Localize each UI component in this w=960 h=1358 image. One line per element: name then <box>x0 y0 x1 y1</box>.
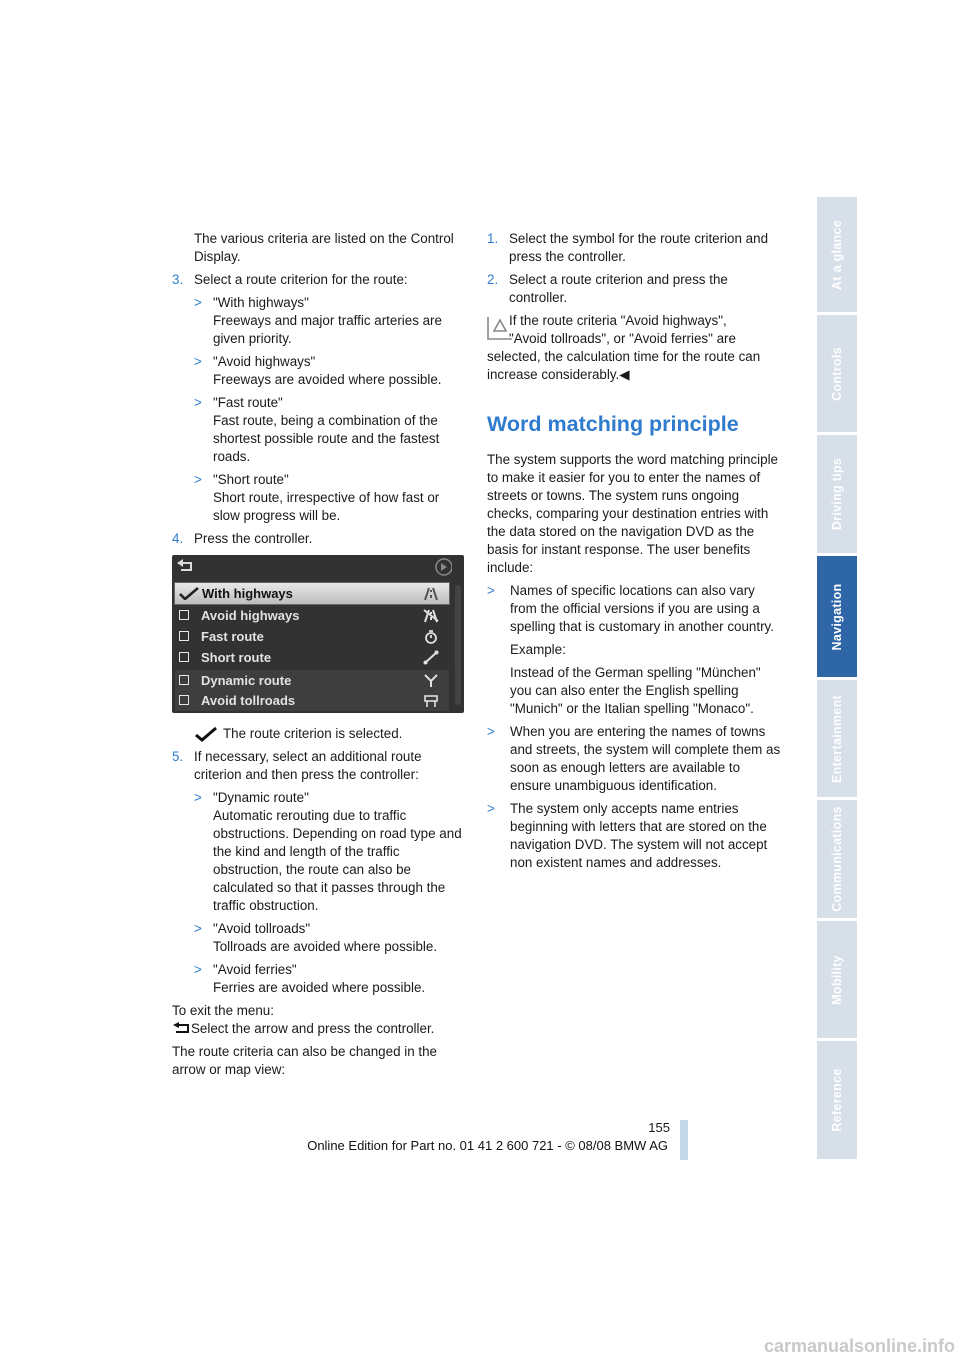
bullet-marker: > <box>194 921 202 936</box>
closing-text: The route criteria can also be changed in the arrow or map view: <box>172 1044 438 1077</box>
stopwatch-icon <box>423 629 439 644</box>
scrollbar[interactable] <box>455 585 461 705</box>
tab-mobility[interactable] <box>817 921 857 1038</box>
step-2 <box>487 271 781 307</box>
watermark: carmanualsonline.info <box>763 1336 955 1356</box>
step-number: 5. <box>172 749 184 764</box>
criterion-title: "Avoid tollroads" <box>213 921 311 936</box>
back-arrow-icon <box>172 1022 191 1034</box>
note-text <box>487 348 781 384</box>
criterion-title: "Avoid ferries" <box>213 962 297 977</box>
control-display-screenshot <box>172 555 464 713</box>
tab-label: Communications <box>830 806 844 912</box>
end-mark: ◀ <box>619 367 630 382</box>
footer-text: Online Edition for Part no. 01 41 2 600 721 - © 08/08 BMW AG <box>307 1138 668 1153</box>
tab-driving-tips[interactable] <box>817 435 857 553</box>
step-text: Select a route criterion and press the controller. <box>509 272 728 305</box>
bullet-marker: > <box>194 790 202 805</box>
bullet-marker: > <box>487 801 495 816</box>
step-number: 2. <box>487 272 499 287</box>
criterion-title: "With highways" <box>213 295 309 310</box>
menu-item-fast-route[interactable] <box>175 626 449 647</box>
criterion-desc: Freeways are avoided where possible. <box>213 372 442 387</box>
list-item <box>487 723 781 795</box>
bullet-text: Names of specific locations can also vary from the official versions if you are using a spelling that is customary in another country. <box>510 583 774 634</box>
menu-item-label: Short route <box>201 650 272 665</box>
example-label: Example: <box>510 642 566 657</box>
bullet-marker: > <box>194 395 202 410</box>
step-1 <box>487 230 781 266</box>
checkmark-icon <box>179 587 199 600</box>
tab-label: Navigation <box>830 583 844 650</box>
bullet-text: When you are entering the names of towns and streets, the system will complete them as soon as enough letters are available to ensure unambiguous identification. <box>510 724 781 793</box>
bullet-marker: > <box>194 962 202 977</box>
note-icon <box>487 314 513 340</box>
criterion-desc: Tollroads are avoided where possible. <box>213 939 438 954</box>
menu-item-label: Dynamic route <box>201 673 292 688</box>
tab-label: Controls <box>830 346 844 401</box>
right-column <box>487 230 781 877</box>
criterion-item <box>194 394 464 466</box>
tab-label: Entertainment <box>830 694 844 783</box>
menu-item-with-highways[interactable] <box>174 582 450 605</box>
tab-controls[interactable] <box>817 315 857 432</box>
criterion-item <box>194 961 464 997</box>
tab-communications[interactable] <box>817 800 857 918</box>
criterion-desc: Ferries are avoided where possible. <box>213 980 426 995</box>
menu-item-avoid-tollroads[interactable] <box>175 690 449 711</box>
checkbox-icon <box>179 695 189 705</box>
avoid-highway-icon <box>423 608 439 623</box>
criterion-item <box>194 789 464 915</box>
caption-text: The route criterion is selected. <box>223 726 403 741</box>
top-bar <box>172 555 452 579</box>
list-item <box>487 582 781 718</box>
checkmark-icon <box>194 726 218 742</box>
criterion-desc: Freeways and major traffic arteries are given priority. <box>213 313 442 346</box>
checkbox-icon <box>179 675 189 685</box>
short-route-icon <box>423 650 439 665</box>
menu-item-avoid-highways[interactable] <box>175 605 449 626</box>
note-line-1: If the route criteria "Avoid highways", <box>509 313 727 328</box>
checkbox-icon <box>179 652 189 662</box>
step-text: Select a route criterion for the route: <box>194 272 408 287</box>
section-paragraph: The system supports the word matching principle to make it easier for you to enter the names of streets or towns. The system runs ongoing checks, comparing your destination entries with the data stored on the navigation DVD as the basis for instant response. The user benefits include: <box>487 452 779 575</box>
criterion-desc: Short route, irrespective of how fast or slow progress will be. <box>213 490 440 523</box>
intro-text: The various criteria are listed on the Control Display. <box>194 231 454 264</box>
step-number: 3. <box>172 272 184 287</box>
exit-label: To exit the menu: <box>172 1003 274 1018</box>
tab-label: Reference <box>830 1068 844 1132</box>
criterion-desc: Fast route, being a combination of the shortest possible route and the fastest roads. <box>213 413 440 464</box>
menu-item-label: Avoid highways <box>201 608 300 623</box>
example-text: Instead of the German spelling "München" you can also enter the English spelling "Munich" or the Italian spelling "Monaco". <box>510 665 761 716</box>
bullet-marker: > <box>194 472 202 487</box>
note-block <box>487 312 781 384</box>
criterion-title: "Avoid highways" <box>213 354 316 369</box>
dynamic-route-icon <box>423 673 439 688</box>
criterion-title: "Short route" <box>213 472 289 487</box>
chapter-tabs <box>817 197 857 1162</box>
menu-item-short-route[interactable] <box>175 647 449 668</box>
bullet-marker: > <box>194 295 202 310</box>
page-number: 155 <box>648 1120 670 1135</box>
page-marker-bar <box>680 1120 688 1160</box>
criterion-item <box>194 471 464 525</box>
menu-item-label: Avoid tollroads <box>201 693 296 708</box>
tab-label: Driving tips <box>830 457 844 531</box>
step-number: 1. <box>487 231 499 246</box>
menu-item-label: With highways <box>202 586 293 601</box>
back-arrow-icon <box>177 559 191 570</box>
exit-text: Select the arrow and press the controller. <box>191 1021 435 1036</box>
step-3 <box>172 271 464 289</box>
step-text: If necessary, select an additional route criterion and then press the controller: <box>194 749 422 782</box>
bullet-marker: > <box>487 583 495 598</box>
note-rest: selected, the calculation time for the route can increase considerably. <box>487 349 761 382</box>
tab-label: At a glance <box>830 219 844 290</box>
bullet-text: The system only accepts name entries beginning with letters that are stored on the navigation DVD. The system will not accept non existent names and addresses. <box>510 801 768 870</box>
criterion-item <box>194 294 464 348</box>
criterion-desc: Automatic rerouting due to traffic obstructions. Depending on road type and the kind and length of the traffic obstruction, the route can also be calculated so that it passes through the traffic obstruction. <box>213 808 462 913</box>
tab-at-a-glance[interactable] <box>817 197 857 312</box>
checkbox-icon <box>179 631 189 641</box>
exit-instruction <box>172 1020 464 1038</box>
bullet-marker: > <box>194 354 202 369</box>
menu-item-label: Fast route <box>201 629 264 644</box>
left-column <box>172 230 464 1079</box>
criterion-item <box>194 353 464 389</box>
tab-reference[interactable] <box>817 1041 857 1159</box>
tab-label: Mobility <box>830 954 844 1005</box>
note-line-2: "Avoid tollroads", or "Avoid ferries" are <box>509 331 736 346</box>
tollroad-icon <box>423 693 439 708</box>
step-number: 4. <box>172 531 184 546</box>
highway-icon <box>423 586 439 601</box>
tab-navigation[interactable] <box>817 556 857 677</box>
section-heading: Word matching principle <box>487 412 739 436</box>
list-item <box>487 800 781 872</box>
step-5 <box>172 748 464 784</box>
tilt-dial-icon <box>436 559 452 575</box>
figure-caption <box>172 725 464 743</box>
step-text: Press the controller. <box>194 531 313 546</box>
checkbox-icon <box>179 610 189 620</box>
tab-entertainment[interactable] <box>817 680 857 797</box>
menu-item-dynamic-route[interactable] <box>175 670 449 691</box>
bullet-marker: > <box>487 724 495 739</box>
criterion-title: "Dynamic route" <box>213 790 309 805</box>
criterion-title: "Fast route" <box>213 395 283 410</box>
criterion-item <box>194 920 464 956</box>
step-4 <box>172 530 464 548</box>
step-text: Select the symbol for the route criterion and press the controller. <box>509 231 769 264</box>
